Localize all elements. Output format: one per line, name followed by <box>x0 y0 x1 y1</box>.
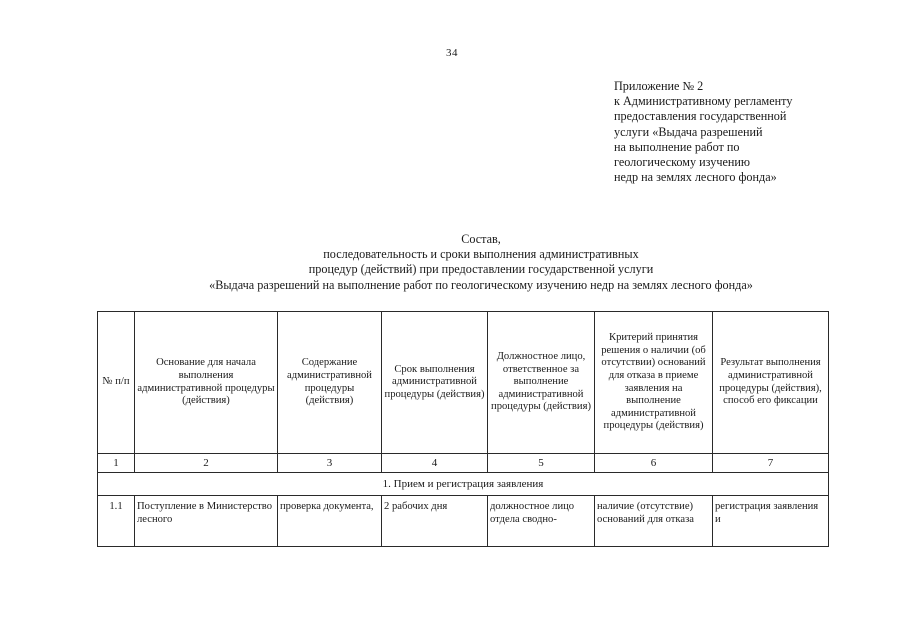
column-number: 5 <box>488 454 595 473</box>
row-number: 1.1 <box>98 496 135 547</box>
title-line: последовательность и сроки выполнения административных <box>323 247 639 262</box>
title-line: «Выдача разрешений на выполнение работ по геологическому изучению недр на землях лесного фонда» <box>209 277 753 292</box>
section-title: 1. Прием и регистрация заявления <box>98 473 829 496</box>
column-number: 4 <box>382 454 488 473</box>
appendix-line: услуги «Выдача разрешений <box>614 124 763 139</box>
appendix-line: недр на землях лесного фонда» <box>614 170 777 185</box>
appendix-line: предоставления государственной <box>614 109 787 124</box>
header-cell-number: № п/п <box>98 312 135 454</box>
column-number-row <box>98 454 829 473</box>
column-number: 7 <box>713 454 829 473</box>
cell-content: проверка документа, <box>278 496 382 547</box>
cell-term: 2 рабочих дня <box>382 496 488 547</box>
header-cell-criterion: Критерий принятия решения о наличии (об отсутствии) оснований для отказа в приеме заявления на выполнение административной процедуры (действия) <box>595 312 713 454</box>
column-number: 3 <box>278 454 382 473</box>
procedures-table <box>97 311 829 547</box>
title-line: процедур (действий) при предоставлении государственной услуги <box>308 262 654 277</box>
appendix-note <box>614 79 792 185</box>
column-number: 1 <box>98 454 135 473</box>
appendix-line: на выполнение работ по <box>614 139 740 154</box>
page-number: 34 <box>446 47 458 59</box>
header-cell-term: Срок выполнения административной процедуры (действия) <box>382 312 488 454</box>
header-cell-result: Результат выполнения административной процедуры (действия), способ его фиксации <box>713 312 829 454</box>
header-cell-official: Должностное лицо, ответственное за выполнение административной процедуры (действия) <box>488 312 595 454</box>
appendix-line: Приложение № 2 <box>614 79 704 93</box>
title-line: Состав, <box>461 232 501 246</box>
header-cell-basis: Основание для начала выполнения административной процедуры (действия) <box>135 312 278 454</box>
cell-result: регистрация заявления и <box>713 496 829 547</box>
column-number: 2 <box>135 454 278 473</box>
column-number: 6 <box>595 454 713 473</box>
document-title <box>100 232 862 293</box>
table-row <box>98 496 829 547</box>
appendix-line: к Административному регламенту <box>614 94 793 109</box>
appendix-line: геологическому изучению <box>614 155 751 170</box>
table-header-row <box>98 312 829 454</box>
section-row <box>98 473 829 496</box>
cell-official: должностное лицо отдела сводно- <box>488 496 595 547</box>
cell-criterion: наличие (отсутствие) оснований для отказа <box>595 496 713 547</box>
header-cell-content: Содержание административной процедуры (действия) <box>278 312 382 454</box>
cell-basis: Поступление в Министерство лесного <box>135 496 278 547</box>
